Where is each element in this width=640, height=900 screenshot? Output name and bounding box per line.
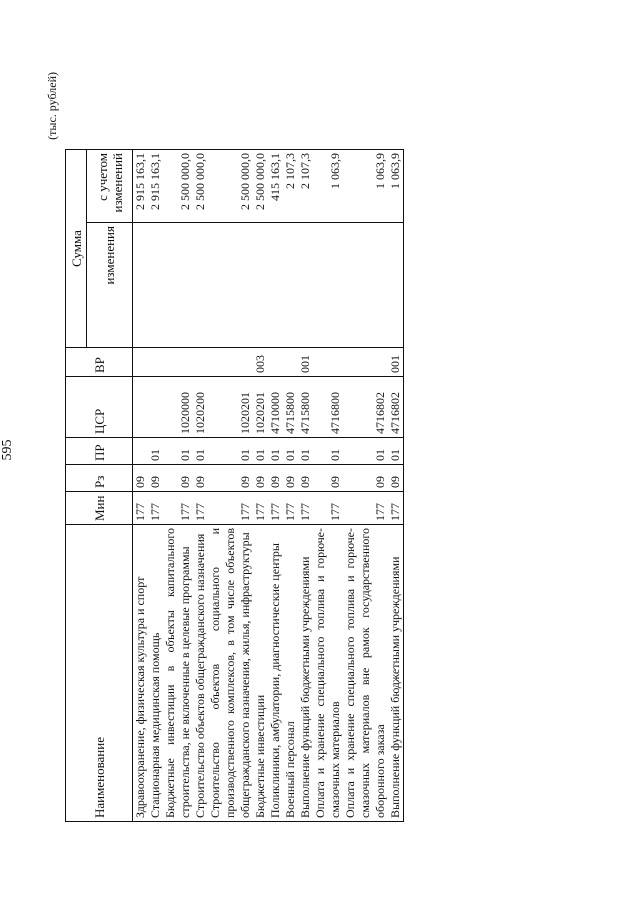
cell-total: 2 500 000,0 xyxy=(163,150,193,223)
table-row xyxy=(148,150,163,822)
table-row xyxy=(163,150,193,822)
cell-pr: 01 xyxy=(208,438,253,465)
header-min: Мин xyxy=(66,492,133,525)
cell-pr: 01 xyxy=(148,438,163,465)
table-row xyxy=(253,150,268,822)
cell-changes xyxy=(253,223,268,348)
cell-name: Выполнение функций бюджетными учреждениями xyxy=(388,525,404,822)
cell-changes xyxy=(388,223,404,348)
cell-csr: 1020201 xyxy=(253,377,268,438)
table-row xyxy=(298,150,313,822)
cell-csr xyxy=(148,377,163,438)
cell-pr: 01 xyxy=(283,438,298,465)
cell-name: Выполнение функций бюджетными учреждениями xyxy=(298,525,313,822)
table-row xyxy=(283,150,298,822)
cell-changes xyxy=(193,223,208,348)
cell-csr: 1020200 xyxy=(193,377,208,438)
cell-min: 177 xyxy=(298,492,313,525)
cell-pr: 01 xyxy=(253,438,268,465)
cell-min: 177 xyxy=(148,492,163,525)
cell-min: 177 xyxy=(388,492,404,525)
header-vr: ВР xyxy=(66,348,133,377)
cell-pr: 01 xyxy=(193,438,208,465)
page-number: 595 xyxy=(0,439,15,461)
cell-min: 177 xyxy=(208,492,253,525)
cell-rz: 09 xyxy=(298,465,313,492)
cell-name: Строительство объектов социального и производственного комплексов, в том числе объектов общегражданского назначения, жилья, инфраструктуры xyxy=(208,525,253,822)
cell-name: Военный персонал xyxy=(283,525,298,822)
table-row xyxy=(133,150,149,822)
cell-vr xyxy=(193,348,208,377)
budget-table xyxy=(65,149,404,822)
cell-min: 177 xyxy=(313,492,343,525)
header-rz: Рз xyxy=(66,465,133,492)
header-pr: ПР xyxy=(66,438,133,465)
cell-vr xyxy=(208,348,253,377)
table-row xyxy=(193,150,208,822)
cell-vr xyxy=(148,348,163,377)
cell-rz: 09 xyxy=(148,465,163,492)
cell-name: Бюджетные инвестиции в объекты капитального строительства, не включенные в целевые программы xyxy=(163,525,193,822)
cell-csr: 4716800 xyxy=(313,377,343,438)
cell-name: Строительство объектов общегражданского назначения xyxy=(193,525,208,822)
cell-name: Стационарная медицинская помощь xyxy=(148,525,163,822)
cell-vr: 001 xyxy=(388,348,404,377)
cell-min: 177 xyxy=(283,492,298,525)
cell-csr xyxy=(133,377,149,438)
cell-min: 177 xyxy=(163,492,193,525)
cell-csr: 1020000 xyxy=(163,377,193,438)
cell-total: 415 163,1 xyxy=(268,150,283,223)
cell-min: 177 xyxy=(343,492,388,525)
cell-changes xyxy=(208,223,253,348)
cell-pr xyxy=(133,438,149,465)
table-row xyxy=(388,150,404,822)
cell-csr: 4710000 xyxy=(268,377,283,438)
table-body xyxy=(133,150,404,822)
cell-vr xyxy=(163,348,193,377)
cell-changes xyxy=(343,223,388,348)
cell-pr: 01 xyxy=(313,438,343,465)
cell-total: 2 915 163,1 xyxy=(133,150,149,223)
cell-vr xyxy=(313,348,343,377)
cell-rz: 09 xyxy=(268,465,283,492)
cell-csr: 4716802 xyxy=(343,377,388,438)
cell-rz: 09 xyxy=(313,465,343,492)
header-csr: ЦСР xyxy=(66,377,133,438)
cell-changes xyxy=(313,223,343,348)
cell-rz: 09 xyxy=(253,465,268,492)
cell-min: 177 xyxy=(268,492,283,525)
cell-rz: 09 xyxy=(208,465,253,492)
cell-vr xyxy=(343,348,388,377)
cell-csr: 4716802 xyxy=(388,377,404,438)
header-sum: Сумма xyxy=(66,150,87,348)
cell-vr xyxy=(268,348,283,377)
cell-rz: 09 xyxy=(163,465,193,492)
table-row xyxy=(313,150,343,822)
cell-pr: 01 xyxy=(268,438,283,465)
cell-vr xyxy=(133,348,149,377)
cell-changes xyxy=(148,223,163,348)
cell-pr: 01 xyxy=(388,438,404,465)
cell-total: 2 500 000,0 xyxy=(253,150,268,223)
cell-rz: 09 xyxy=(193,465,208,492)
cell-pr: 01 xyxy=(163,438,193,465)
cell-rz: 09 xyxy=(388,465,404,492)
cell-changes xyxy=(283,223,298,348)
cell-pr: 01 xyxy=(343,438,388,465)
cell-vr: 001 xyxy=(298,348,313,377)
units-label: (тыс. рублей) xyxy=(45,72,59,140)
cell-csr: 4715800 xyxy=(283,377,298,438)
header-name: Наименование xyxy=(66,525,133,822)
cell-total: 2 915 163,1 xyxy=(148,150,163,223)
cell-changes xyxy=(268,223,283,348)
header-with-changes: с учетом изменений xyxy=(87,150,133,223)
cell-name: Оплата и хранение специального топлива и горюче-смазочных материалов вне рамок государственного оборонного заказа xyxy=(343,525,388,822)
cell-total: 2 500 000,0 xyxy=(193,150,208,223)
cell-pr: 01 xyxy=(298,438,313,465)
cell-changes xyxy=(298,223,313,348)
cell-rz: 09 xyxy=(133,465,149,492)
cell-changes xyxy=(163,223,193,348)
cell-vr xyxy=(283,348,298,377)
cell-name: Бюджетные инвестиции xyxy=(253,525,268,822)
cell-name: Здравоохранение, физическая культура и спорт xyxy=(133,525,149,822)
cell-total: 1 063,9 xyxy=(343,150,388,223)
cell-total: 2 500 000,0 xyxy=(208,150,253,223)
cell-rz: 09 xyxy=(283,465,298,492)
cell-csr: 1020201 xyxy=(208,377,253,438)
cell-total: 1 063,9 xyxy=(313,150,343,223)
cell-rz: 09 xyxy=(343,465,388,492)
cell-min: 177 xyxy=(193,492,208,525)
cell-total: 1 063,9 xyxy=(388,150,404,223)
cell-vr: 003 xyxy=(253,348,268,377)
cell-total: 2 107,3 xyxy=(298,150,313,223)
cell-min: 177 xyxy=(133,492,149,525)
table-row xyxy=(343,150,388,822)
cell-changes xyxy=(133,223,149,348)
cell-name: Поликлиники, амбулатории, диагностические центры xyxy=(268,525,283,822)
cell-total: 2 107,3 xyxy=(283,150,298,223)
table-row xyxy=(208,150,253,822)
cell-min: 177 xyxy=(253,492,268,525)
cell-name: Оплата и хранение специального топлива и горюче-смазочных материалов xyxy=(313,525,343,822)
table-row xyxy=(268,150,283,822)
header-changes: изменения xyxy=(87,223,133,348)
cell-csr: 4715800 xyxy=(298,377,313,438)
